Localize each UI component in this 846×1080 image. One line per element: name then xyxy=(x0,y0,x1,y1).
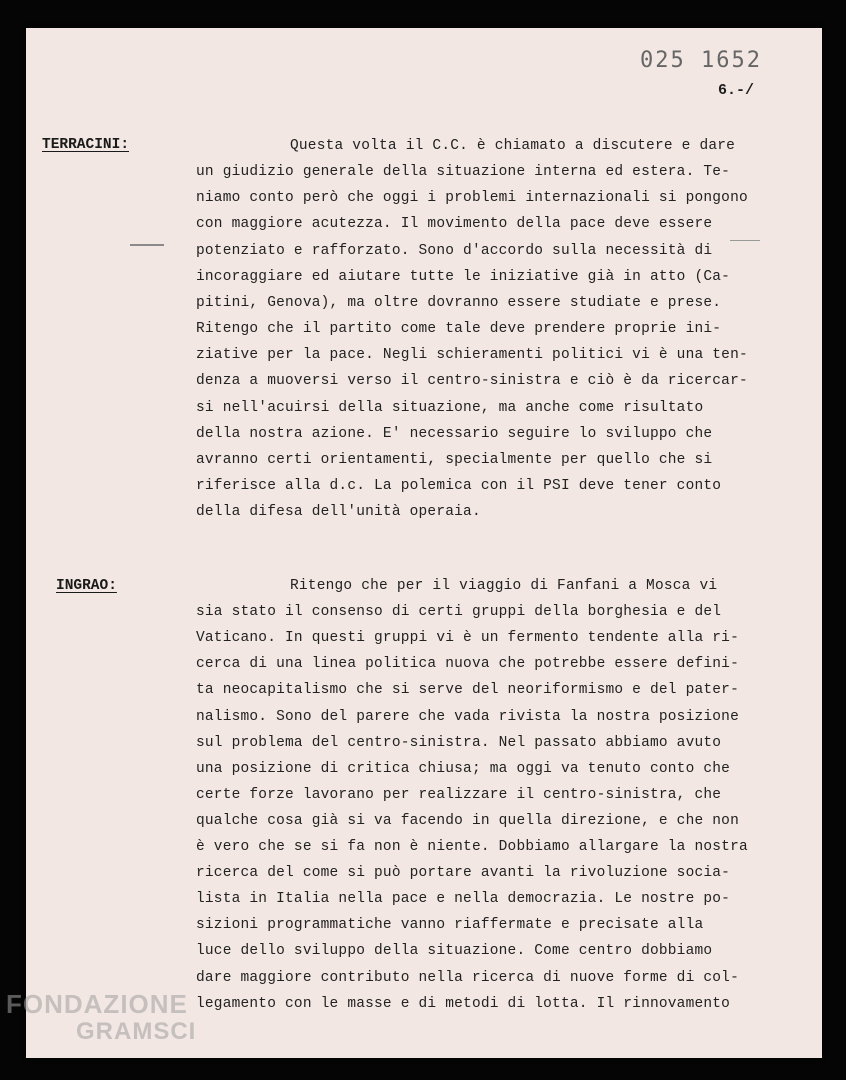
watermark-logo xyxy=(6,990,196,1046)
text-line: luce dello sviluppo della situazione. Come centro dobbiamo xyxy=(196,943,713,960)
speaker-terracini: TERRACINI: xyxy=(42,137,130,153)
text-line: con maggiore acutezza. Il movimento della pace deve essere xyxy=(196,216,713,233)
watermark-line2: GRAMSCI xyxy=(76,1018,197,1045)
text-line: è vero che se si fa non è niente. Dobbiamo allargare la nostra xyxy=(196,839,748,855)
text-line: Ritengo che il partito come tale deve prendere proprie ini- xyxy=(196,321,722,338)
text-line: Questa volta il C.C. è chiamato a discutere e dare xyxy=(290,138,736,154)
text-line: una posizione di critica chiusa; ma oggi va tenuto conto che xyxy=(196,760,731,777)
text-line: cerca di una linea politica nuova che potrebbe essere defini- xyxy=(196,656,739,673)
text-line: qualche cosa già si va facendo in quella direzione, e che non xyxy=(196,812,739,829)
text-line: ziative per la pace. Negli schieramenti politici vi è una ten- xyxy=(196,347,748,364)
speaker-ingrao: INGRAO: xyxy=(56,578,117,594)
text-line: un giudizio generale della situazione interna ed estera. Te- xyxy=(196,164,731,181)
text-line: avranno certi orientamenti, specialmente per quello che si xyxy=(196,451,713,468)
text-line: Vaticano. In questi gruppi vi è un fermento tendente alla ri- xyxy=(196,630,739,647)
text-line: della nostra azione. E' necessario seguire lo sviluppo che xyxy=(196,425,713,442)
text-line: pitini, Genova), ma oltre dovranno essere studiate e prese. xyxy=(196,294,722,311)
text-line: ricerca del come si può portare avanti la rivoluzione socia- xyxy=(196,865,731,882)
text-line: riferisce alla d.c. La polemica con il PSI deve tener conto xyxy=(196,477,722,494)
text-line: potenziato e rafforzato. Sono d'accordo sulla necessità di xyxy=(196,242,713,259)
text-line: legamento con le masse e di metodi di lotta. Il rinnovamento xyxy=(196,995,731,1012)
text-line: sia stato il consenso di certi gruppi della borghesia e del xyxy=(196,604,722,621)
text-line: certe forze lavorano per realizzare il centro-sinistra, che xyxy=(196,786,722,803)
text-line: nalismo. Sono del parere che vada rivista la nostra posizione xyxy=(196,708,739,725)
margin-mark xyxy=(130,244,164,246)
text-line: incoraggiare ed aiutare tutte le iniziative già in atto (Ca- xyxy=(196,268,731,285)
text-line: sizioni programmatiche vanno riaffermate e precisate alla xyxy=(196,917,704,934)
text-line: lista in Italia nella pace e nella democrazia. Le nostre po- xyxy=(196,891,731,908)
watermark-line1: FONDAZIONE xyxy=(6,989,188,1019)
text-line: sul problema del centro-sinistra. Nel passato abbiamo avuto xyxy=(196,734,722,751)
text-line: niamo conto però che oggi i problemi internazionali si pongono xyxy=(196,190,748,207)
text-line: della difesa dell'unità operaia. xyxy=(196,504,481,521)
text-line: denza a muoversi verso il centro-sinistra e ciò è da ricercar- xyxy=(196,373,748,390)
page-number: 6.-/ xyxy=(718,82,755,99)
text-line: Ritengo che per il viaggio di Fanfani a Mosca vi xyxy=(290,578,718,594)
text-line: ta neocapitalismo che si serve del neoriformismo e del pater- xyxy=(196,682,739,699)
text-line: dare maggiore contributo nella ricerca di nuove forme di col- xyxy=(196,969,739,986)
margin-mark xyxy=(730,240,760,241)
archive-stamp-number: 025 1652 xyxy=(640,48,762,73)
text-line: si nell'acuirsi della situazione, ma anche come risultato xyxy=(196,399,704,416)
